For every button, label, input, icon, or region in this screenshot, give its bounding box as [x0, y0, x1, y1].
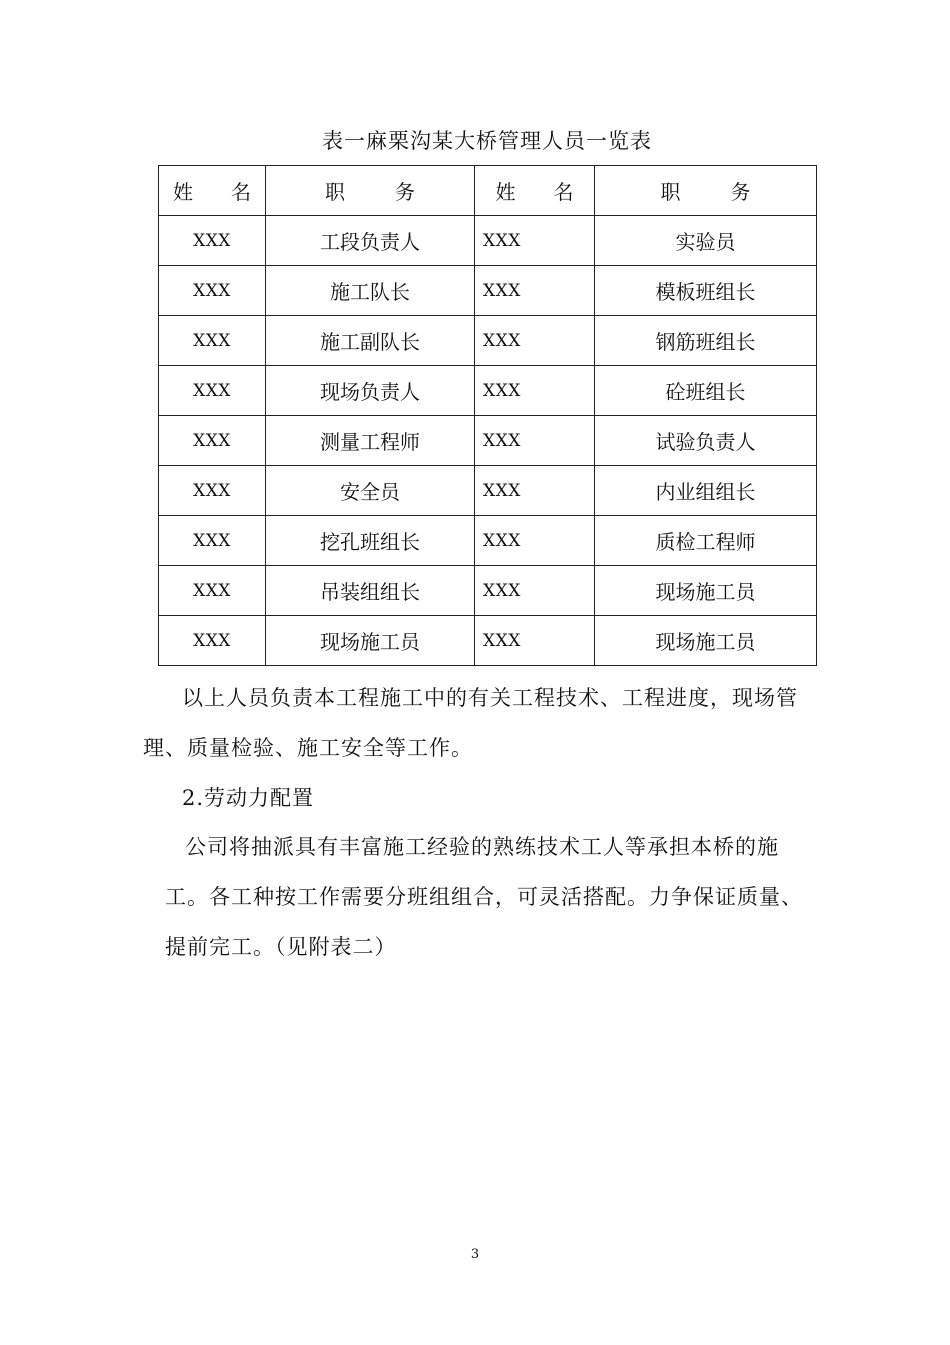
name-cell: XXX — [159, 366, 266, 416]
table-row — [159, 266, 817, 316]
duty-cell: 挖孔班组长 — [266, 516, 475, 566]
header-duty-1: 职 务 — [266, 166, 475, 216]
name-cell: XXX — [159, 266, 266, 316]
duty-cell: 工段负责人 — [266, 216, 475, 266]
name-cell: XXX — [475, 616, 595, 666]
name-cell: XXX — [159, 316, 266, 366]
duty-cell: 模板班组长 — [595, 266, 817, 316]
duty-cell: 钢筋班组长 — [595, 316, 817, 366]
name-cell: XXX — [159, 516, 266, 566]
duty-cell: 现场施工员 — [266, 616, 475, 666]
name-cell: XXX — [475, 566, 595, 616]
duty-cell: 现场负责人 — [266, 366, 475, 416]
name-cell: XXX — [159, 566, 266, 616]
table-title: 表一麻栗沟某大桥管理人员一览表 — [322, 129, 652, 153]
duty-cell: 吊装组组长 — [266, 566, 475, 616]
paragraph-2-line-2: 工。各工种按工作需要分班组组合，可灵活搭配。力争保证质量、 — [165, 885, 803, 909]
name-cell: XXX — [159, 216, 266, 266]
page-number: 3 — [470, 1247, 480, 1262]
table-row — [159, 416, 817, 466]
duty-cell: 施工队长 — [266, 266, 475, 316]
duty-cell: 安全员 — [266, 466, 475, 516]
table-row — [159, 316, 817, 366]
header-duty-2: 职 务 — [595, 166, 817, 216]
duty-cell: 砼班组长 — [595, 366, 817, 416]
table-row — [159, 516, 817, 566]
table-row — [159, 216, 817, 266]
duty-cell: 质检工程师 — [595, 516, 817, 566]
name-cell: XXX — [159, 416, 266, 466]
name-cell: XXX — [475, 316, 595, 366]
duty-cell: 现场施工员 — [595, 566, 817, 616]
name-cell: XXX — [475, 416, 595, 466]
name-cell: XXX — [475, 216, 595, 266]
table-row — [159, 466, 817, 516]
paragraph-1-line-1: 以上人员负责本工程施工中的有关工程技术、工程进度，现场管 — [182, 686, 798, 710]
duty-cell: 测量工程师 — [266, 416, 475, 466]
duty-cell: 试验负责人 — [595, 416, 817, 466]
name-cell: XXX — [475, 466, 595, 516]
table-row — [159, 566, 817, 616]
table-row — [159, 366, 817, 416]
duty-cell: 现场施工员 — [595, 616, 817, 666]
name-cell: XXX — [475, 366, 595, 416]
staff-table — [158, 165, 817, 666]
table-header-row — [159, 166, 817, 216]
duty-cell: 内业组组长 — [595, 466, 817, 516]
paragraph-1-line-2: 理、质量检验、施工安全等工作。 — [143, 736, 473, 760]
duty-cell: 施工副队长 — [266, 316, 475, 366]
duty-cell: 实验员 — [595, 216, 817, 266]
name-cell: XXX — [475, 266, 595, 316]
name-cell: XXX — [475, 516, 595, 566]
header-name-1: 姓 名 — [159, 166, 266, 216]
table-row — [159, 616, 817, 666]
paragraph-2-line-3: 提前完工。（见附表二） — [165, 935, 397, 959]
section-heading: 2.劳动力配置 — [182, 786, 315, 810]
paragraph-2-line-1: 公司将抽派具有丰富施工经验的熟练技术工人等承担本桥的施 — [185, 835, 779, 859]
name-cell: XXX — [159, 616, 266, 666]
name-cell: XXX — [159, 466, 266, 516]
header-name-2: 姓 名 — [475, 166, 595, 216]
